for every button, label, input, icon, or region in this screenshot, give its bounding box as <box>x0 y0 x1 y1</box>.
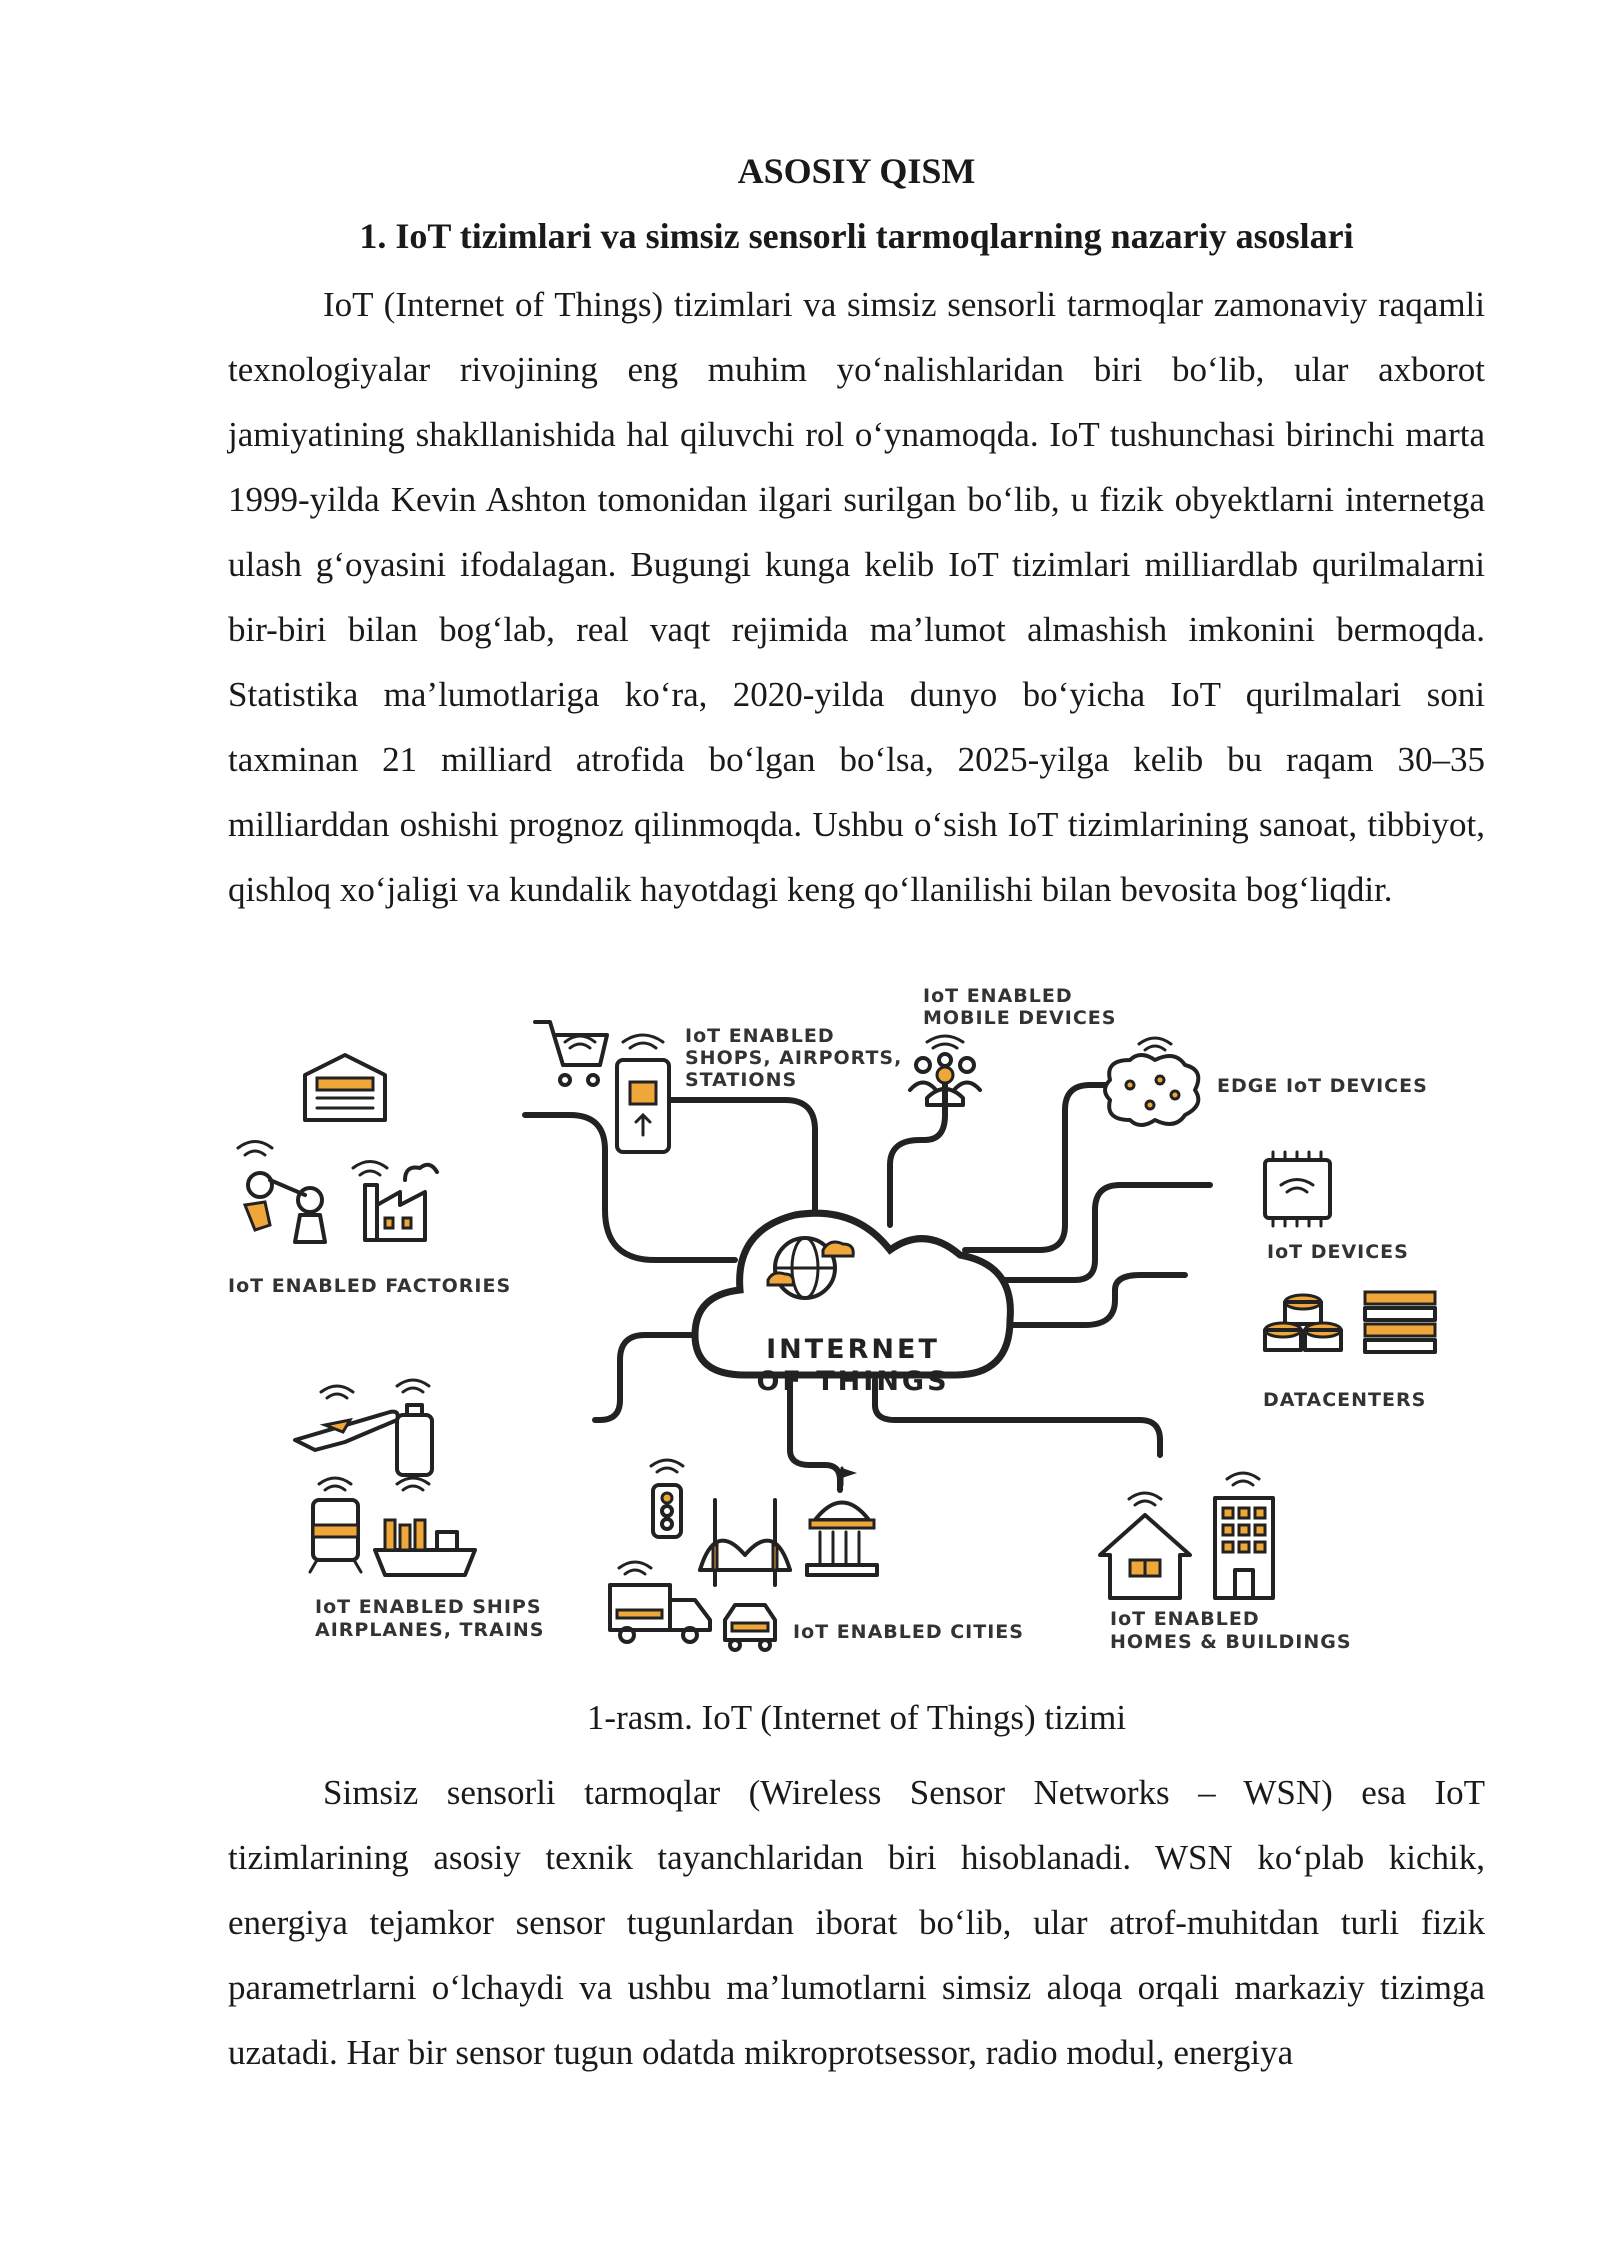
house-icon <box>1100 1515 1190 1598</box>
label-factories: IoT ENABLED FACTORIES <box>228 1275 512 1297</box>
section-title: 1. IoT tizimlari va simsiz sensorli tarmoqlarning nazariy asoslari <box>359 216 1354 256</box>
cities-group <box>610 1460 1024 1650</box>
label-datacenters: DATACENTERS <box>1263 1389 1427 1411</box>
bridge-icon <box>700 1500 790 1585</box>
label-homes-1: IoT ENABLED <box>1110 1608 1260 1630</box>
luggage-icon <box>397 1415 432 1475</box>
label-mobile-2: MOBILE DEVICES <box>923 1007 1117 1029</box>
cloud-line-2: OF THINGS <box>756 1366 950 1397</box>
shops-group <box>535 1022 902 1152</box>
iot-devices-group <box>1265 1152 1409 1263</box>
database-icon <box>1265 1295 1341 1350</box>
label-cities: IoT ENABLED CITIES <box>793 1621 1024 1643</box>
label-mobile-1: IoT ENABLED <box>923 985 1073 1007</box>
paragraph-wsn: Simsiz sensorli tarmoqlar (Wireless Sensor Networks – WSN) esa IoT tizimlarining asosiy texnik tayanchlaridan biri hisoblanadi. WSN ko‘plab kichik, energiya tejamkor sensor tugunlardan iborat bo‘lib, ular atrof-muhitdan turli fizik parametrlarni o‘lchaydi va ushbu ma’lumotlarni simsiz aloqa orqali markaziy tizimga uzatadi. Har bir sensor tugun odatda mikroprotsessor, radio modul, energiya <box>228 1773 1485 2072</box>
internet-of-things-cloud <box>695 1213 1010 1397</box>
car-icon <box>725 1605 775 1650</box>
label-ships-2: AIRPLANES, TRAINS <box>315 1619 545 1641</box>
robot-arm-icon <box>245 1173 325 1242</box>
cloud-line-1: INTERNET <box>766 1334 940 1365</box>
brain-icon <box>1105 1038 1198 1125</box>
truck-icon <box>610 1585 710 1642</box>
ship-icon <box>375 1550 475 1575</box>
edge-group <box>1105 1038 1428 1125</box>
factory-icon <box>353 1162 437 1241</box>
label-homes-2: HOMES & BUILDINGS <box>1110 1631 1352 1653</box>
page-heading: ASOSIY QISM <box>737 151 976 191</box>
factories-group <box>228 1055 511 1297</box>
datacenters-group <box>1263 1292 1435 1411</box>
label-shops-3: STATIONS <box>685 1069 798 1091</box>
airplane-icon <box>295 1412 398 1450</box>
iot-diagram <box>225 980 1490 1680</box>
paragraph-intro: IoT (Internet of Things) tizimlari va simsiz sensorli tarmoqlar zamonaviy raqamli texnologiyalar rivojining eng muhim yo‘nalishlaridan biri bo‘lib, ular axborot jamiyatining shakllanishida hal qiluvchi rol o‘ynamoqda. IoT tushunchasi birinchi marta 1999-yilda Kevin Ashton tomonidan ilgari surilgan bo‘lib, u fizik obyektlarni internetga ulash g‘oyasini ifodalagan. Bugungi kunga kelib IoT tizimlari milliardlab qurilmalarni bir-biri bilan bog‘lab, real vaqt rejimida ma’lumot almashish imkonini bermoqda. Statistika ma’lumotlariga ko‘ra, 2020-yilda dunyo bo‘yicha IoT qurilmalari soni taxminan 21 milliard atrofida bo‘lgan bo‘lsa, 2025-yilga kelib bu raqam 30–35 milliarddan oshishi prognoz qilinmoqda. Ushbu o‘sish IoT tizimlarining sanoat, tibbiyot, qishloq xo‘jaligi va kundalik hayotdagi keng qo‘llanilishi bilan bevosita bog‘liqdir. <box>228 285 1485 909</box>
label-shops-2: SHOPS, AIRPORTS, <box>685 1047 903 1069</box>
label-ships-1: IoT ENABLED SHIPS <box>315 1596 542 1618</box>
label-shops-1: IoT ENABLED <box>685 1025 835 1047</box>
label-iot-devices: IoT DEVICES <box>1267 1241 1409 1263</box>
figure-caption: 1-rasm. IoT (Internet of Things) tizimi <box>586 1698 1127 1737</box>
transport-group <box>295 1380 545 1641</box>
server-rack-icon <box>1365 1292 1435 1352</box>
label-edge: EDGE IoT DEVICES <box>1217 1075 1428 1097</box>
phone-icon <box>617 1060 669 1152</box>
cart-icon <box>535 1022 607 1065</box>
government-building-icon <box>807 1468 877 1575</box>
homes-group <box>1100 1473 1352 1653</box>
